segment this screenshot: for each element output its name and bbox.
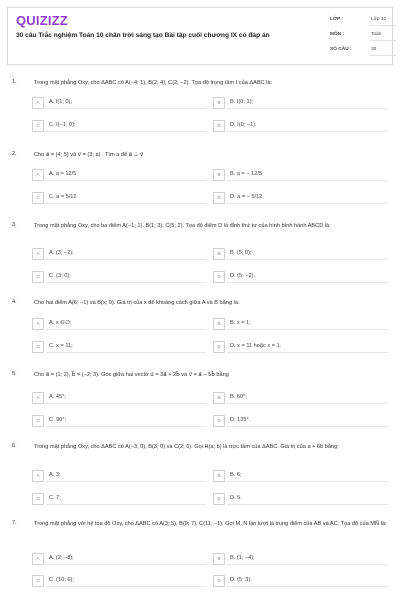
option-text: A. 3;	[49, 472, 61, 478]
question-number: 6.	[12, 443, 17, 449]
option-letter-box: C	[32, 341, 44, 353]
meta-count-value: 30	[371, 47, 377, 52]
option-b[interactable]	[213, 248, 388, 260]
option-text: A. I(1; 0);	[49, 99, 73, 105]
option-text: D. 135°.	[230, 417, 251, 423]
option-c[interactable]	[32, 415, 206, 427]
option-letter-box: D	[213, 415, 225, 427]
option-text: B. (5; 0);	[230, 250, 252, 256]
meta-divider	[370, 40, 396, 41]
option-text: B. I(0; 1);	[230, 99, 254, 105]
option-letter-box: A	[32, 553, 44, 565]
question-number: 7.	[12, 520, 17, 526]
option-b[interactable]	[213, 553, 388, 565]
option-c[interactable]	[32, 341, 206, 353]
question-number: 1.	[12, 79, 17, 85]
question-number: 5.	[12, 371, 17, 377]
option-letter-box: C	[32, 493, 44, 505]
option-letter-box: B	[213, 248, 225, 260]
option-text: A. (3; −2);	[49, 250, 74, 256]
option-b[interactable]	[213, 392, 388, 404]
question-text: Trong mặt phẳng Oxy, cho ΔABC có A(−3; 0), B(3; 0) và C(2; 6). Gọi H(a; b) là trực tâm của ΔABC. Giá trị của a + 6b bằng:	[34, 444, 339, 450]
option-d[interactable]	[213, 341, 388, 353]
option-letter-box: A	[32, 392, 44, 404]
option-d[interactable]	[213, 415, 388, 427]
option-a[interactable]	[32, 97, 206, 109]
question-number: 4.	[12, 299, 17, 305]
option-letter-box: C	[32, 415, 44, 427]
option-text: D. (5; 3).	[230, 577, 252, 583]
option-text: B. x = 1;	[230, 320, 251, 326]
option-letter-box: D	[213, 192, 225, 204]
option-text: C. (10; 6);	[49, 577, 74, 583]
option-a[interactable]	[32, 169, 206, 181]
question-text: Cho hai điểm A(6; −1) và B(x; 9). Giá trị của x để khoảng cách giữa A và B bằng là:	[34, 300, 240, 306]
option-letter-box: B	[213, 470, 225, 482]
meta-count-key: SỐ CÂU :	[330, 47, 352, 52]
document-title: 30 câu Trắc nghiệm Toán 10 chân trời sáng tạo Bài tập cuối chương IX có đáp án	[16, 32, 270, 39]
option-b[interactable]	[213, 318, 388, 330]
option-letter-box: B	[213, 318, 225, 330]
question-number: 2.	[12, 151, 17, 157]
question-text: Trong mặt phẳng Oxy, cho ΔABC có A(−4; 1), B(2; 4), C(2; −2). Tọa độ trọng tâm I của ΔABC là:	[34, 80, 273, 86]
option-d[interactable]	[213, 120, 388, 132]
option-letter-box: C	[32, 120, 44, 132]
option-letter-box: C	[32, 192, 44, 204]
option-letter-box: C	[32, 271, 44, 283]
option-text: C. I(−1; 0);	[49, 122, 76, 128]
option-text: A. x ∈∅;	[49, 320, 72, 326]
option-b[interactable]	[213, 470, 388, 482]
option-text: D. 5.	[230, 495, 242, 501]
option-letter-box: A	[32, 169, 44, 181]
option-text: D. x = 11 hoặc x = 1.	[230, 343, 282, 349]
meta-class-value: Lớp 10	[371, 17, 387, 22]
option-letter-box: B	[213, 392, 225, 404]
option-letter-box: A	[32, 470, 44, 482]
option-letter-box: D	[213, 575, 225, 587]
option-d[interactable]	[213, 575, 388, 587]
option-a[interactable]	[32, 553, 206, 565]
option-c[interactable]	[32, 493, 206, 505]
option-d[interactable]	[213, 271, 388, 283]
option-text: C. a = 5/12	[49, 194, 77, 200]
option-text: D. I(0; −1).	[230, 122, 257, 128]
option-letter-box: D	[213, 341, 225, 353]
option-a[interactable]	[32, 248, 206, 260]
document-header	[7, 7, 393, 65]
question-text: Cho a⃗ = (4; 5) và v⃗ = (3; a) . Tìm a để a⃗ ⊥ v⃗	[34, 152, 144, 158]
option-text: A. a = 12/5	[49, 171, 77, 177]
option-a[interactable]	[32, 470, 206, 482]
option-letter-box: D	[213, 271, 225, 283]
option-text: B. (1; −4);	[230, 555, 255, 561]
option-b[interactable]	[213, 169, 388, 181]
option-text: C. x = 11;	[49, 343, 73, 349]
option-letter-box: D	[213, 493, 225, 505]
option-c[interactable]	[32, 575, 206, 587]
option-text: B. 60°;	[230, 394, 247, 400]
meta-divider	[370, 25, 396, 26]
question-number: 3.	[12, 222, 17, 228]
option-letter-box: A	[32, 318, 44, 330]
option-text: C. 90°;	[49, 417, 67, 423]
question-text: Cho a⃗ = (1; 2), b⃗ = (−2; 3). Góc giữa hai vectơ u⃗ = 3a⃗ + 2b⃗ và v⃗ = a⃗ − 5b⃗ bằng	[34, 372, 229, 378]
meta-subject-key: MÔN :	[330, 32, 345, 37]
option-d[interactable]	[213, 493, 388, 505]
option-text: C. (3; 0);	[49, 273, 71, 279]
option-text: A. (2; −8);	[49, 555, 74, 561]
option-letter-box: B	[213, 553, 225, 565]
option-c[interactable]	[32, 271, 206, 283]
option-a[interactable]	[32, 392, 206, 404]
option-c[interactable]	[32, 192, 206, 204]
option-text: B. 6;	[230, 472, 242, 478]
question-text: Trong mặt phẳng Oxy, cho ba điểm A(−1; 1), B(1; 3), C(5; 2). Tọa độ điểm D là đỉnh thứ tư của hình bình hành ABCD là:	[34, 223, 331, 229]
option-b[interactable]	[213, 97, 388, 109]
option-letter-box: C	[32, 575, 44, 587]
meta-subject-value: Toán	[371, 32, 382, 37]
option-text: D. a = − 5/12	[230, 194, 263, 200]
option-c[interactable]	[32, 120, 206, 132]
option-text: A. 45°;	[49, 394, 66, 400]
quizizz-logo: QUIZIZZ	[16, 13, 68, 28]
option-letter-box: A	[32, 97, 44, 109]
option-letter-box: B	[213, 169, 225, 181]
option-a[interactable]	[32, 318, 206, 330]
option-text: D. (5; −2).	[230, 273, 256, 279]
option-text: C. 7;	[49, 495, 61, 501]
option-letter-box: A	[32, 248, 44, 260]
meta-divider	[370, 55, 396, 56]
option-d[interactable]	[213, 192, 388, 204]
option-letter-box: D	[213, 120, 225, 132]
meta-class-key: LỚP :	[330, 17, 344, 22]
question-text: Trong mặt phẳng với hệ tọa độ Oxy, cho ΔABC có A(3; 5), B(9; 7), C(11; −1). Gọi M, N lần lượt là trung điểm của AB và AC. Tọa độ của MN⃗ là:	[34, 521, 387, 527]
option-letter-box: B	[213, 97, 225, 109]
option-text: B. a = − 12/5	[230, 171, 263, 177]
